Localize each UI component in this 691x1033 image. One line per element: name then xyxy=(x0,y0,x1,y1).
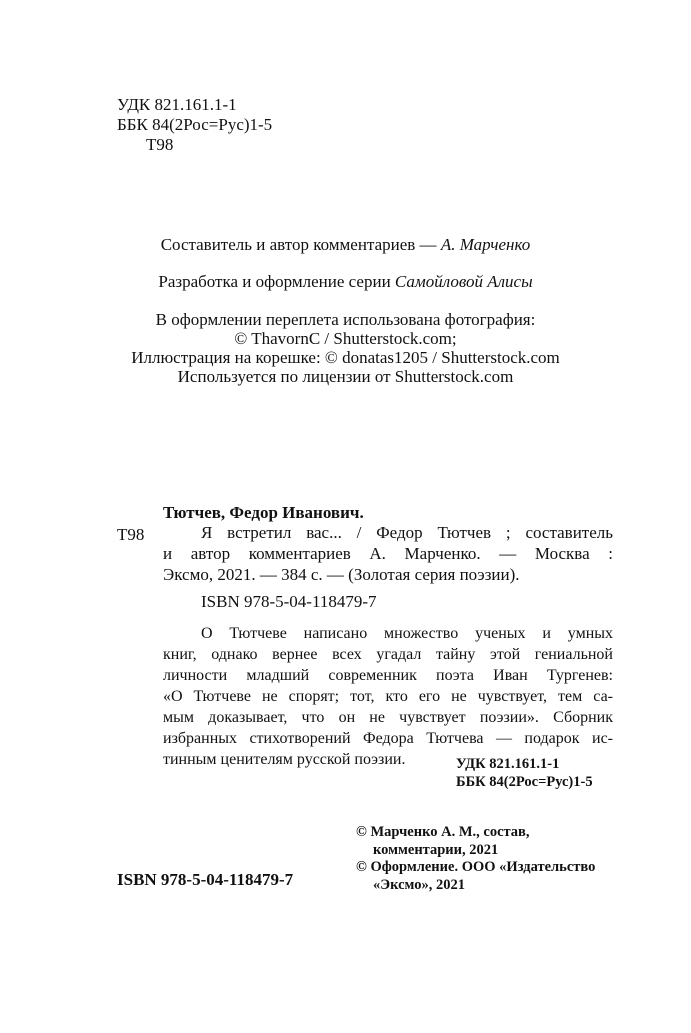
annotation-line: О Тютчеве написано множество ученых и умных xyxy=(201,625,613,642)
card-isbn: ISBN 978-5-04-118479-7 xyxy=(201,592,377,611)
annotation-line: книг, однако вернее всех угадал тайну этой гениальной xyxy=(163,646,613,663)
bbk-code: ББК 84(2Рос=Рус)1-5 xyxy=(117,115,273,134)
author-mark: Т98 xyxy=(146,135,174,154)
description-line: Эксмо, 2021. — 384 с. — (Золотая серия поэзии). xyxy=(163,565,520,584)
series-credit xyxy=(0,272,691,292)
copyright-compiler-line-1: © Марченко А. М., состав, xyxy=(356,824,530,840)
description-line: и автор комментариев А. Марченко. — Москва : xyxy=(163,544,613,563)
annotation xyxy=(163,623,613,770)
series-designer-name: Самойловой Алисы xyxy=(394,272,533,291)
compiler-credit-prefix: Составитель и автор комментариев — xyxy=(160,235,441,254)
license-note: Используется по лицензии от Shutterstock.com xyxy=(177,367,514,386)
annotation-line: тинным ценителям русской поэзии. xyxy=(163,751,406,768)
bibliographic-description xyxy=(163,522,613,585)
card-author-mark: Т98 xyxy=(117,525,145,544)
annotation-line: избранных стихотворений Федора Тютчева — подарок ис- xyxy=(163,730,613,747)
cover-photo-copyright: © ThavornC / Shutterstock.com; xyxy=(234,329,457,348)
copyright-design-line-2: «Эксмо», 2021 xyxy=(373,877,465,893)
card-bbk: ББК 84(2Рос=Рус)1-5 xyxy=(456,774,593,790)
bottom-isbn: ISBN 978-5-04-118479-7 xyxy=(117,870,294,889)
copyright-compiler-line-2: комментарии, 2021 xyxy=(373,842,499,858)
udk-code: УДК 821.161.1-1 xyxy=(117,95,237,114)
series-credit-prefix: Разработка и оформление серии xyxy=(158,272,395,291)
compiler-name: А. Марченко xyxy=(440,235,531,254)
cover-photo-credit: В оформлении переплета использована фотография: xyxy=(155,310,536,329)
description-line: Я встретил вас... / Федор Тютчев ; составитель xyxy=(201,523,613,542)
annotation-line: «О Тютчеве не спорят; тот, кто его не чувствует, тем са- xyxy=(163,688,613,705)
compiler-credit xyxy=(0,235,691,255)
author-heading: Тютчев, Федор Иванович. xyxy=(163,503,364,522)
spine-illustration-credit: Иллюстрация на корешке: © donatas1205 / Shutterstock.com xyxy=(131,348,560,367)
annotation-line: мым доказывает, что он не чувствует поэзии». Сборник xyxy=(163,709,613,726)
copyright-design-line-1: © Оформление. ООО «Издательство xyxy=(356,859,596,875)
card-udk: УДК 821.161.1-1 xyxy=(456,756,560,772)
annotation-line: личности младший современник поэта Иван Тургенев: xyxy=(163,667,613,684)
